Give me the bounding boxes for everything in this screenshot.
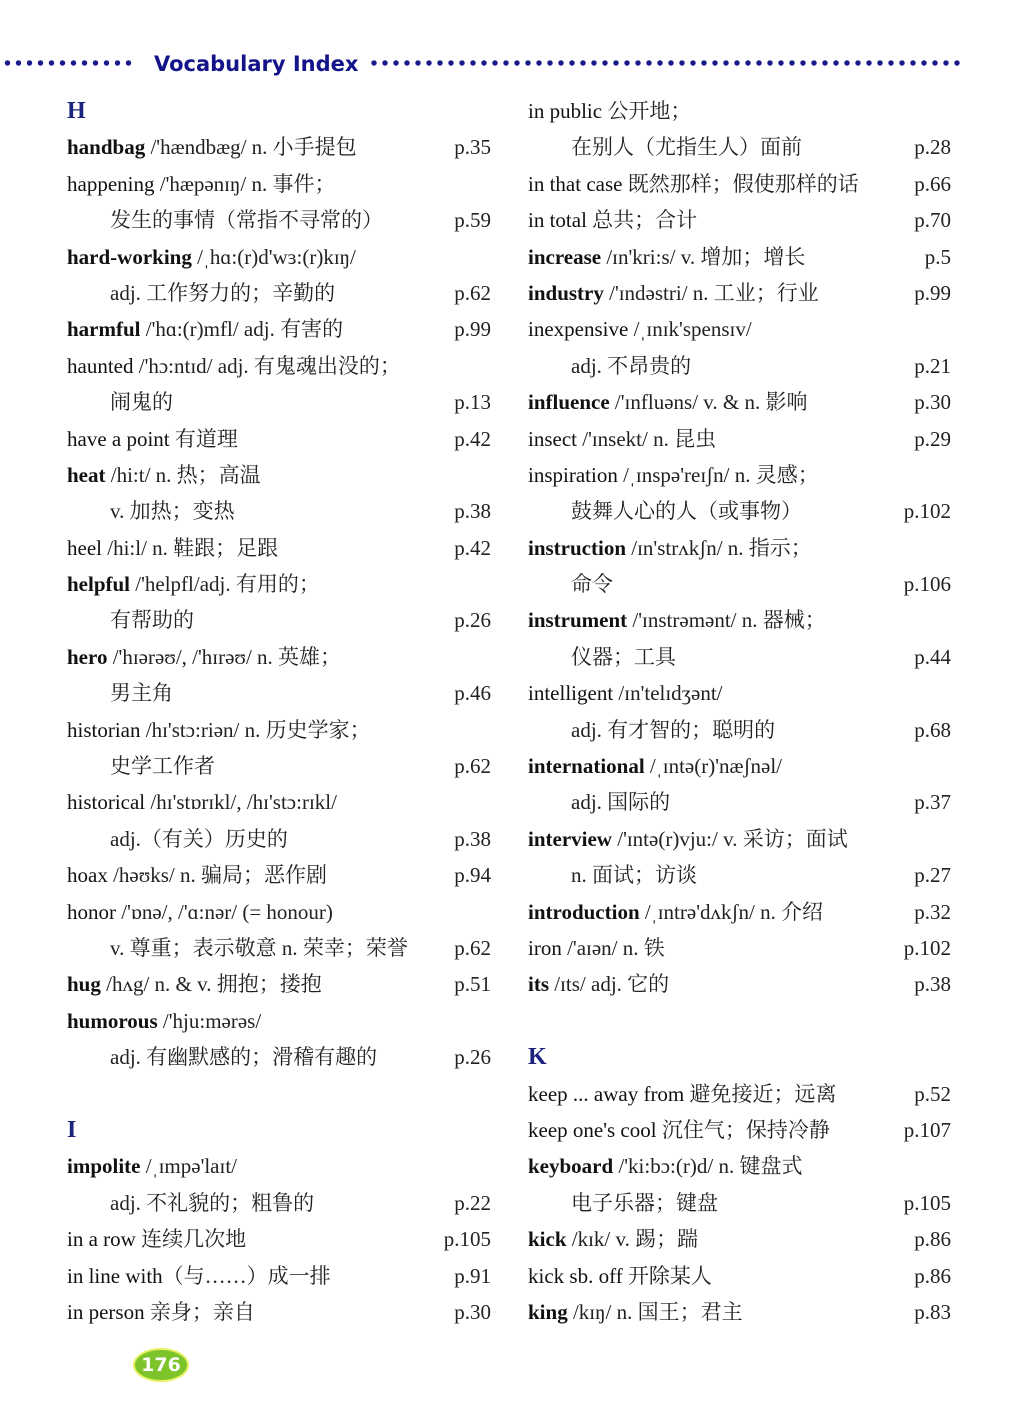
definition: /kɪk/ v. 踢；踹 (566, 1227, 699, 1252)
headword: kick sb. off (528, 1263, 623, 1288)
entry-text (528, 1191, 718, 1215)
entry-text (528, 499, 802, 523)
entry-text (67, 1227, 246, 1251)
page-reference: p.105 (903, 1190, 951, 1215)
entry-text (528, 1082, 837, 1106)
definition: 避免接近；远离 (684, 1081, 837, 1106)
page-reference: p.62 (454, 935, 491, 960)
definition: 既然那样；假使那样的话 (622, 171, 859, 196)
page-reference: p.66 (914, 171, 951, 196)
entry-text (528, 754, 782, 778)
headword: instrument (528, 608, 628, 633)
entry-text (67, 900, 333, 924)
entry-text (67, 390, 173, 414)
headword: introduction (528, 899, 640, 924)
index-entry (67, 1003, 491, 1039)
entry-text (528, 645, 676, 669)
headword: instruction (528, 535, 627, 560)
index-entry (528, 1076, 951, 1112)
entry-text (528, 1227, 698, 1251)
entry-text (67, 681, 173, 705)
index-entry (528, 311, 951, 347)
page-number-badge: 176 (135, 1350, 187, 1380)
entry-continuation (67, 602, 491, 638)
definition: adj. 有幽默感的；滑稽有趣的 (110, 1045, 378, 1070)
index-entry (67, 712, 491, 748)
definition: /hɪ'stɒrɪkl/, /hɪ'stɔ:rɪkl/ (145, 790, 337, 815)
page-reference: p.38 (454, 826, 491, 851)
entry-text (67, 135, 357, 159)
index-entry (67, 1148, 491, 1184)
entry-continuation (67, 384, 491, 420)
entry-continuation (528, 1185, 951, 1221)
index-entry (528, 930, 951, 966)
index-entry (67, 129, 491, 165)
entry-text (528, 427, 716, 451)
entry-text (528, 608, 826, 632)
index-entry (67, 1221, 491, 1257)
definition: v. 加热；变热 (110, 499, 235, 524)
entry-continuation (67, 1185, 491, 1221)
page-reference: p.106 (903, 572, 951, 597)
entry-continuation (67, 493, 491, 529)
definition: 命令 (571, 572, 613, 597)
entry-text (67, 972, 322, 996)
page-title: Vocabulary Index (154, 52, 359, 76)
definition: /ˌɪnspə'reɪʃn/ n. 灵感； (617, 462, 819, 487)
definition: /'ɪndəstri/ n. 工业；行业 (603, 280, 819, 305)
definition: adj.（有关）历史的 (110, 826, 288, 851)
entry-text (67, 754, 215, 778)
headword: in total (528, 208, 587, 233)
entry-text (67, 536, 278, 560)
headword: in person (67, 1299, 145, 1324)
entry-continuation (67, 748, 491, 784)
entry-continuation (528, 712, 951, 748)
definition: /'helpfl/adj. 有用的； (130, 572, 320, 597)
section-letter: K (528, 1044, 547, 1071)
entry-continuation (528, 129, 951, 165)
index-entry (67, 530, 491, 566)
headword: impolite (67, 1154, 141, 1179)
page-reference: p.21 (914, 353, 951, 378)
entry-text (528, 718, 775, 742)
definition: /'hɑ:(r)mfl/ adj. 有害的 (140, 317, 344, 342)
entry-text (67, 1264, 331, 1288)
page-reference: p.46 (454, 681, 491, 706)
section-letter-heading (67, 93, 491, 129)
entry-text (67, 1300, 255, 1324)
entry-text (528, 572, 613, 596)
page-header (0, 48, 1024, 80)
page-reference: p.94 (454, 863, 491, 888)
index-entry (528, 275, 951, 311)
index-entry (67, 784, 491, 820)
definition: 公开地； (602, 99, 692, 123)
section-letter: H (67, 98, 86, 124)
page-reference: p.62 (454, 754, 491, 779)
index-entry (528, 530, 951, 566)
page-reference: p.62 (454, 280, 491, 305)
index-entry (528, 166, 951, 202)
page-reference: p.44 (914, 644, 951, 669)
headword: inexpensive (528, 317, 629, 342)
page-reference: p.86 (914, 1263, 951, 1288)
entry-text (528, 135, 802, 159)
index-entry (67, 857, 491, 893)
entry-text (67, 1191, 314, 1215)
index-entry (67, 166, 491, 202)
entry-continuation (528, 857, 951, 893)
definition: 沉住气；保持冷静 (656, 1117, 830, 1142)
page-reference: p.105 (443, 1227, 491, 1252)
page-reference: p.70 (914, 208, 951, 233)
page-reference: p.37 (914, 790, 951, 815)
headword: in line with (67, 1263, 163, 1288)
entry-text (528, 900, 823, 924)
page-reference: p.42 (454, 535, 491, 560)
definition: /'ɪntə(r)vju:/ v. 采访；面试 (611, 826, 848, 851)
page-reference: p.91 (454, 1263, 491, 1288)
definition: v. 尊重；表示敬意 n. 荣幸；荣誉 (110, 935, 408, 960)
definition: /həʊks/ n. 骗局；恶作剧 (107, 863, 328, 888)
headword: kick (528, 1227, 567, 1252)
entry-text (67, 827, 288, 851)
definition: /ˌhɑ:(r)d'wɜ:(r)kɪŋ/ (191, 244, 356, 269)
index-entry (67, 1294, 491, 1330)
definition: /ɪn'kri:s/ v. 增加；增长 (601, 244, 806, 269)
entry-text (528, 354, 691, 378)
page-reference: p.102 (903, 935, 951, 960)
definition: 有道理 (169, 426, 238, 451)
index-entry (528, 1148, 951, 1184)
entry-text (528, 463, 819, 487)
index-entry (67, 894, 491, 930)
entry-text (528, 536, 812, 560)
page-reference: p.32 (914, 899, 951, 924)
index-column-right (528, 93, 951, 1330)
entry-text (528, 681, 723, 705)
headword: its (528, 972, 549, 997)
headword: insect (528, 426, 577, 451)
index-entry (528, 894, 951, 930)
definition: adj. 国际的 (571, 790, 671, 815)
headword: hoax (67, 863, 108, 888)
definition: /'hæpənɪŋ/ n. 事件； (154, 171, 336, 196)
entry-text (528, 1154, 802, 1178)
headword: interview (528, 826, 612, 851)
definition: adj. 不昂贵的 (571, 353, 692, 378)
index-entry (528, 1221, 951, 1257)
index-entry (528, 421, 951, 457)
page-reference: p.99 (454, 317, 491, 342)
entry-text (528, 790, 670, 814)
page-reference: p.13 (454, 390, 491, 415)
definition: /hɪ'stɔ:riən/ n. 历史学家； (140, 717, 371, 742)
definition: 电子乐器；键盘 (571, 1190, 718, 1215)
page-reference: p.52 (914, 1081, 951, 1106)
page-reference: p.28 (914, 135, 951, 160)
definition: /hi:l/ n. 鞋跟；足跟 (101, 535, 279, 560)
page-reference: p.38 (914, 972, 951, 997)
definition: /'ɪnsekt/ n. 昆虫 (576, 426, 717, 451)
definition: adj. 有才智的；聪明的 (571, 717, 776, 742)
entry-text (67, 499, 235, 523)
definition: /'ɪnstrəmənt/ n. 器械； (627, 608, 826, 633)
index-entry (67, 966, 491, 1002)
index-entry (528, 675, 951, 711)
entry-text (67, 863, 327, 887)
index-entry (67, 421, 491, 457)
header-dots-right: •••••••••••••••••••••••••••••••••••••••••••••••••••••• (370, 52, 965, 75)
definition: 男主角 (110, 681, 173, 706)
definition: /ˌɪnɪk'spensɪv/ (628, 317, 752, 342)
entry-text (67, 572, 320, 596)
definition: /'ɒnə/, /'ɑ:nər/ (= honour) (116, 899, 333, 924)
definition: /ɪn'strʌkʃn/ n. 指示； (626, 535, 812, 560)
definition: 史学工作者 (110, 754, 215, 779)
blank-line (67, 1076, 491, 1112)
entry-continuation (528, 566, 951, 602)
entry-text (528, 863, 697, 887)
definition: /'ɪnfluəns/ v. & n. 影响 (609, 390, 808, 415)
entry-continuation (528, 639, 951, 675)
headword: haunted (67, 353, 134, 378)
headword: inspiration (528, 462, 618, 487)
index-entry (67, 639, 491, 675)
page-reference: p.27 (914, 863, 951, 888)
entry-text (528, 936, 665, 960)
page-reference: p.107 (903, 1117, 951, 1142)
page-reference: p.35 (454, 135, 491, 160)
definition: 仪器；工具 (571, 644, 676, 669)
header-dots-left: •••••••••••• (4, 52, 137, 75)
entry-text (67, 790, 337, 814)
index-entry (528, 202, 951, 238)
entry-text (528, 1264, 712, 1288)
definition: n. 面试；访谈 (571, 863, 697, 888)
page-reference: p.29 (914, 426, 951, 451)
entry-text (528, 172, 859, 196)
headword: hard-working (67, 244, 192, 269)
definition: 总共；合计 (586, 208, 698, 233)
headword: historical (67, 790, 146, 815)
section-letter-heading (67, 1112, 491, 1148)
definition: /ˌɪntə(r)'næʃnəl/ (644, 754, 782, 779)
entry-continuation (67, 202, 491, 238)
headword: increase (528, 244, 602, 269)
entry-text (528, 1118, 830, 1142)
entry-text (67, 172, 336, 196)
definition: 在别人（尤指生人）面前 (571, 135, 802, 160)
index-entry (528, 602, 951, 638)
headword: influence (528, 390, 610, 415)
definition: /'hju:mərəs/ (157, 1008, 262, 1033)
index-entry (528, 966, 951, 1002)
entry-text (67, 1009, 261, 1033)
headword: handbag (67, 135, 146, 160)
definition: 闹鬼的 (110, 390, 173, 415)
headword: historian (67, 717, 141, 742)
definition: 有帮助的 (110, 608, 194, 633)
entry-text (528, 99, 691, 123)
entry-continuation (67, 675, 491, 711)
index-entry (528, 93, 951, 129)
definition: /hʌg/ n. & v. 拥抱；搂抱 (100, 972, 322, 997)
index-entry (67, 1258, 491, 1294)
definition: 开除某人 (622, 1263, 712, 1288)
index-entry (67, 239, 491, 275)
entry-text (528, 281, 819, 305)
index-entry (528, 384, 951, 420)
headword: in a row (67, 1227, 136, 1252)
entry-text (67, 645, 341, 669)
headword: happening (67, 171, 155, 196)
headword: industry (528, 280, 604, 305)
entry-text (67, 245, 356, 269)
entry-continuation (67, 930, 491, 966)
page-reference: p.22 (454, 1190, 491, 1215)
headword: international (528, 754, 645, 779)
entry-text (528, 972, 669, 996)
definition: /hi:t/ n. 热；高温 (105, 462, 261, 487)
headword: in that case (528, 171, 623, 196)
page-reference: p.68 (914, 717, 951, 742)
definition: /'hændbæg/ n. 小手提包 (145, 135, 357, 160)
entry-text (528, 317, 752, 341)
headword: have a point (67, 426, 170, 451)
index-entry (67, 566, 491, 602)
index-entry (528, 1112, 951, 1148)
definition: adj. 工作努力的；辛勤的 (110, 280, 336, 305)
page-reference: p.38 (454, 499, 491, 524)
headword: heat (67, 462, 106, 487)
headword: keyboard (528, 1154, 614, 1179)
definition: /ˌɪntrə'dʌkʃn/ n. 介绍 (639, 899, 824, 924)
headword: hug (67, 972, 101, 997)
entry-text (528, 1300, 743, 1324)
index-column-left (67, 93, 491, 1330)
definition: 连续几次地 (135, 1227, 247, 1252)
definition: /'aɪən/ n. 铁 (561, 935, 665, 960)
headword: hero (67, 644, 108, 669)
entry-text (528, 208, 697, 232)
entry-continuation (67, 1039, 491, 1075)
entry-text (67, 208, 383, 232)
definition: /ˌɪmpə'laɪt/ (140, 1154, 238, 1179)
entry-text (67, 1154, 237, 1178)
definition: 发生的事情（常指不寻常的） (110, 208, 383, 233)
entry-text (67, 718, 371, 742)
headword: helpful (67, 572, 131, 597)
entry-text (67, 1045, 377, 1069)
definition: /'hɪərəʊ/, /'hɪrəʊ/ n. 英雄； (107, 644, 342, 669)
entry-text (528, 245, 805, 269)
page-reference: p.26 (454, 1045, 491, 1070)
index-entry (528, 239, 951, 275)
page-reference: p.59 (454, 208, 491, 233)
index-entry (67, 311, 491, 347)
page-reference: p.42 (454, 426, 491, 451)
index-entry (528, 821, 951, 857)
definition: /'ki:bɔ:(r)d/ n. 键盘式 (613, 1154, 803, 1179)
section-letter-heading (528, 1039, 951, 1075)
index-entry (528, 1294, 951, 1330)
headword: in public (528, 99, 603, 123)
definition: （与……）成一排 (162, 1263, 331, 1288)
entry-continuation (528, 784, 951, 820)
definition: /ɪn'telɪdʒənt/ (613, 681, 723, 706)
entry-text (67, 608, 194, 632)
page-reference: p.102 (903, 499, 951, 524)
page-reference: p.30 (914, 390, 951, 415)
entry-continuation (528, 348, 951, 384)
page-reference: p.86 (914, 1227, 951, 1252)
headword: humorous (67, 1008, 158, 1033)
page-reference: p.30 (454, 1299, 491, 1324)
entry-text (67, 317, 343, 341)
definition: /ɪts/ adj. 它的 (549, 972, 670, 997)
page-reference: p.51 (454, 972, 491, 997)
entry-text (67, 427, 238, 451)
index-entry (67, 348, 491, 384)
page-reference: p.99 (914, 280, 951, 305)
index-entry (528, 1258, 951, 1294)
page-reference: p.83 (914, 1299, 951, 1324)
definition: adj. 不礼貌的；粗鲁的 (110, 1190, 315, 1215)
entry-continuation (67, 275, 491, 311)
page-reference: p.26 (454, 608, 491, 633)
entry-text (67, 463, 261, 487)
headword: honor (67, 899, 116, 924)
entry-text (528, 827, 848, 851)
entry-text (528, 390, 808, 414)
index-entry (67, 457, 491, 493)
headword: iron (528, 935, 562, 960)
entry-text (67, 354, 401, 378)
page-reference: p.5 (924, 244, 951, 269)
definition: /'hɔ:ntɪd/ adj. 有鬼魂出没的； (133, 353, 401, 378)
index-entry (528, 457, 951, 493)
entry-continuation (67, 821, 491, 857)
headword: keep one's cool (528, 1117, 657, 1142)
headword: king (528, 1299, 568, 1324)
index-entry (528, 748, 951, 784)
definition: 亲身；亲自 (144, 1299, 255, 1324)
blank-line (528, 1003, 951, 1039)
headword: intelligent (528, 681, 614, 706)
entry-text (67, 936, 408, 960)
definition: /kɪŋ/ n. 国王；君主 (567, 1299, 743, 1324)
headword: harmful (67, 317, 141, 342)
section-letter: I (67, 1116, 77, 1143)
headword: keep ... away from (528, 1081, 685, 1106)
definition: 鼓舞人心的人（或事物） (571, 499, 802, 524)
entry-text (67, 281, 335, 305)
entry-continuation (528, 493, 951, 529)
headword: heel (67, 535, 102, 560)
